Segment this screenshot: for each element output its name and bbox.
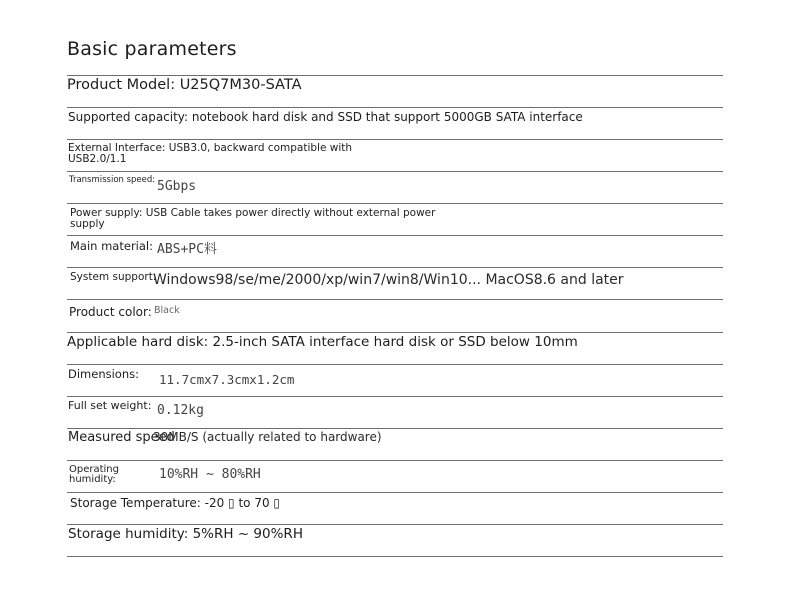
spec-operating-humidity-value: 10%RH ~ 80%RH	[159, 467, 261, 482]
row-divider	[67, 364, 723, 365]
page-title: Basic parameters	[67, 38, 237, 60]
row-divider	[67, 396, 723, 397]
spec-external-interface-line1: External Interface: USB3.0, backward compatible with	[68, 142, 353, 154]
row-divider	[67, 235, 723, 236]
spec-system-support-label: System support:	[70, 271, 157, 283]
spec-operating-humidity-line1: Operating	[69, 464, 119, 475]
spec-dimensions-label: Dimensions:	[68, 367, 139, 381]
spec-external-interface-line2: USB2.0/1.1	[68, 153, 127, 165]
spec-power-supply	[70, 208, 435, 230]
row-divider	[67, 267, 723, 268]
row-divider	[67, 460, 723, 461]
row-divider	[67, 107, 723, 108]
spec-system-support-value: Windows98/se/me/2000/xp/win7/win8/Win10... MacOS8.6 and later	[153, 272, 624, 288]
row-divider	[67, 332, 723, 333]
spec-transmission-speed-label: Transmission speed:	[69, 175, 156, 185]
spec-operating-humidity-line2: humidity:	[69, 474, 116, 485]
row-divider	[67, 524, 723, 525]
spec-main-material-value: ABS+PC料	[157, 242, 217, 257]
spec-power-supply-line1: Power supply: USB Cable takes power directly without external power	[70, 207, 436, 219]
spec-power-supply-line2: supply	[70, 218, 105, 230]
spec-external-interface	[68, 143, 352, 165]
spec-supported-capacity: Supported capacity: notebook hard disk and SSD that support 5000GB SATA interface	[68, 110, 583, 124]
spec-storage-humidity: Storage humidity: 5%RH ~ 90%RH	[68, 526, 303, 542]
row-divider	[67, 556, 723, 557]
spec-weight-value: 0.12kg	[157, 403, 204, 418]
spec-product-model: Product Model: U25Q7M30-SATA	[67, 77, 302, 93]
row-divider	[67, 299, 723, 300]
row-divider	[67, 75, 723, 76]
spec-measured-speed-value: 30MB/S (actually related to hardware)	[153, 430, 382, 444]
spec-weight-label: Full set weight:	[68, 399, 152, 412]
row-divider	[67, 492, 723, 493]
spec-main-material-label: Main material:	[70, 239, 153, 253]
row-divider	[67, 428, 723, 429]
row-divider	[67, 139, 723, 140]
spec-measured-speed-label: Measured speed	[68, 430, 175, 445]
spec-operating-humidity-label	[69, 465, 119, 485]
row-divider	[67, 203, 723, 204]
spec-product-color-value: Black	[154, 305, 180, 316]
spec-product-color-label: Product color:	[69, 305, 152, 319]
row-divider	[67, 171, 723, 172]
spec-applicable-hard-disk: Applicable hard disk: 2.5-inch SATA interface hard disk or SSD below 10mm	[67, 334, 578, 350]
spec-dimensions-value: 11.7cmx7.3cmx1.2cm	[159, 372, 295, 387]
spec-storage-temperature: Storage Temperature: -20 ▯ to 70 ▯	[70, 496, 281, 510]
spec-transmission-speed-value: 5Gbps	[157, 179, 197, 194]
